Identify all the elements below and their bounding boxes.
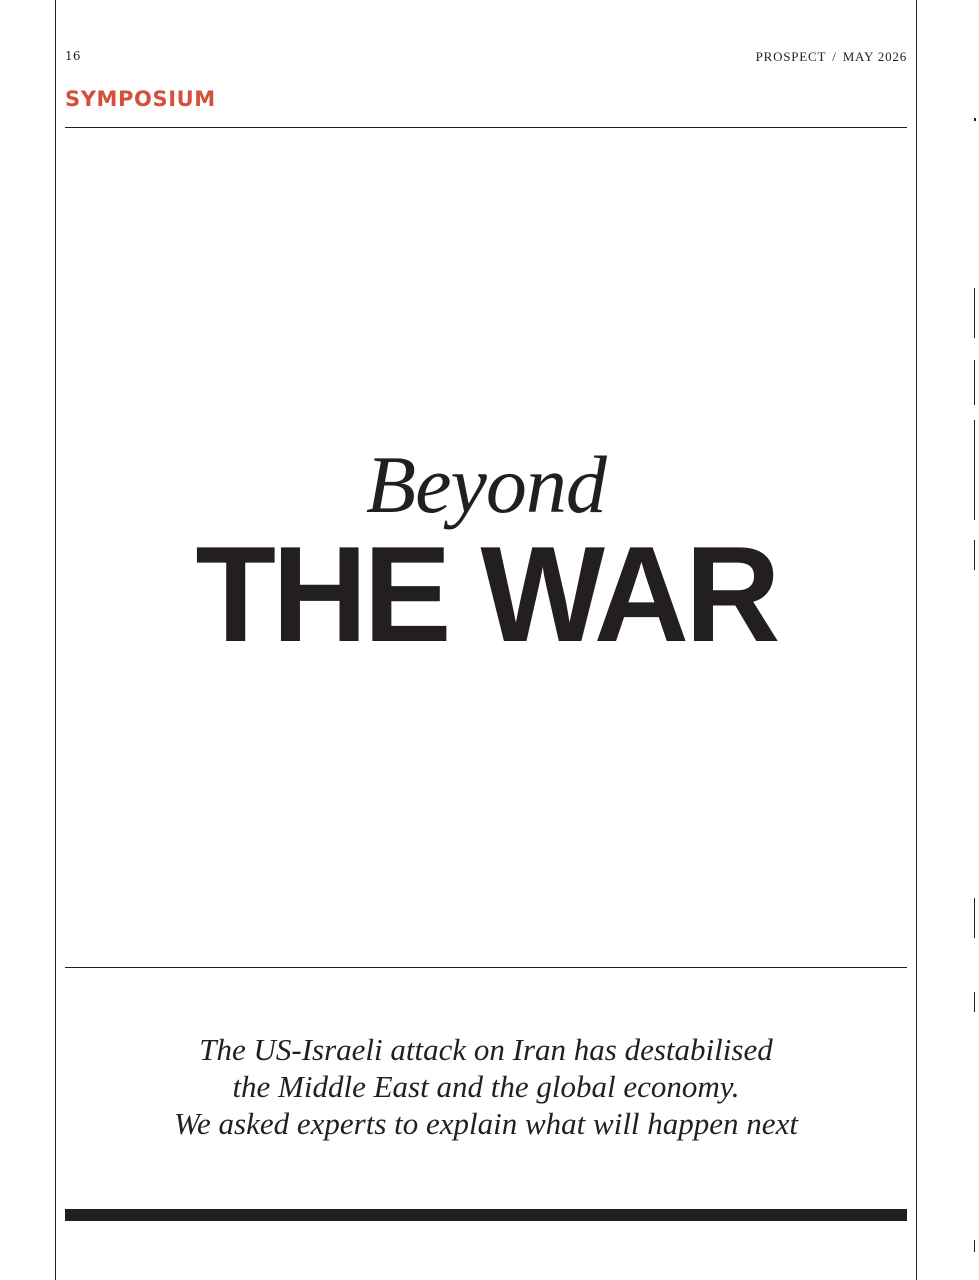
page-number: 16 (65, 49, 81, 63)
standfirst-rule (65, 967, 907, 968)
edge-mark (974, 288, 975, 338)
footer-thick-rule (65, 1209, 907, 1221)
edge-mark (974, 118, 976, 121)
edge-mark (974, 360, 975, 405)
edge-mark (974, 540, 975, 570)
standfirst-line: the Middle East and the global economy. (232, 1069, 740, 1104)
standfirst-line: We asked experts to explain what will happen next (174, 1106, 798, 1141)
publication-name: PROSPECT (755, 49, 827, 64)
standfirst (56, 1031, 916, 1142)
standfirst-line: The US-Israeli attack on Iran has destabilised (199, 1032, 773, 1067)
issue-date: MAY 2026 (842, 49, 907, 64)
adjacent-page-edge (970, 0, 979, 1280)
edge-mark (974, 992, 975, 1012)
headline (56, 439, 916, 670)
headline-kicker: Beyond (366, 439, 606, 530)
edge-mark (974, 898, 975, 938)
edge-mark (974, 1240, 975, 1252)
section-label: SYMPOSIUM (65, 87, 216, 111)
running-head (756, 49, 907, 65)
header-rule (65, 127, 907, 128)
page-border-right (916, 0, 917, 1280)
headline-main: THE WAR (195, 518, 777, 670)
running-head-separator: / (832, 49, 837, 64)
edge-mark (974, 420, 975, 520)
